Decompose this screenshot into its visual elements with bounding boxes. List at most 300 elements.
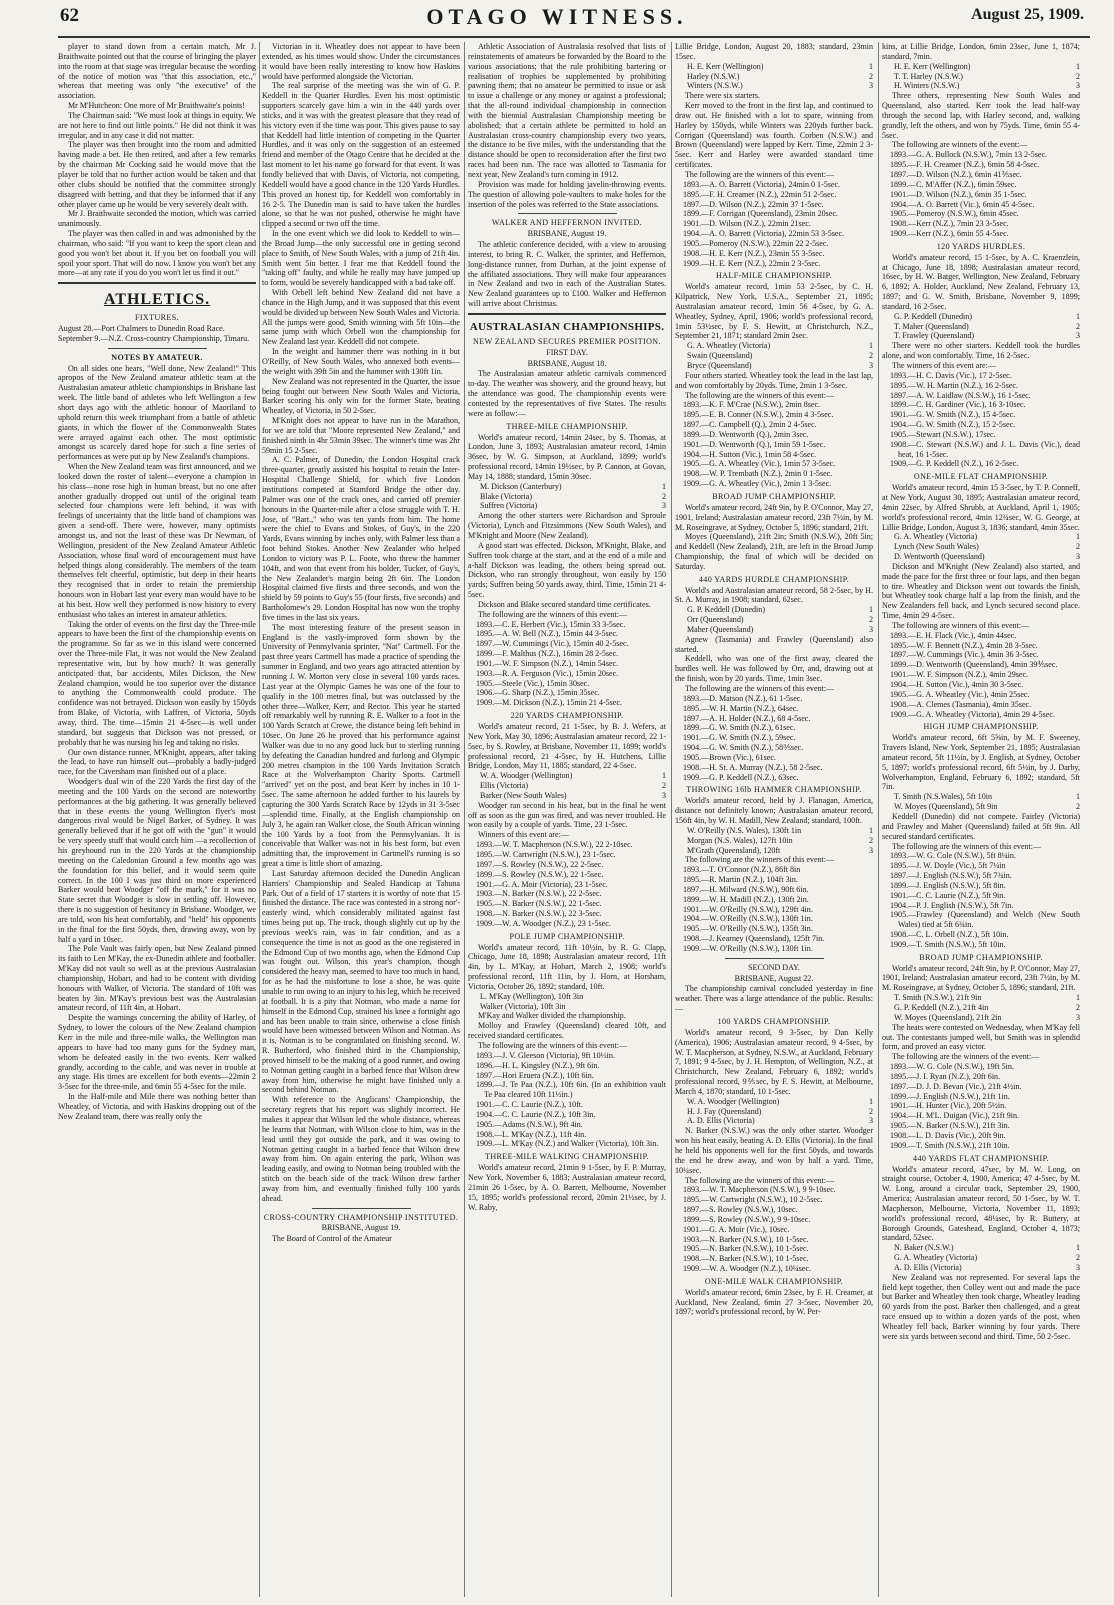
paragraph: Victorian in it. Wheatley does not appear to have been extended, as his times would show. Under the circumstances it would have been really interesting to know how Haskins would have performed alongside the Victorian.	[262, 42, 460, 81]
section-heading: AUSTRALASIAN CHAMPIONSHIPS.	[469, 320, 665, 333]
winner-entry: 1904.—P. J. English (N.S.W.), 5ft 7in.	[890, 900, 1014, 910]
paragraph: Keddell (Dunedin) did not compete. Fairley (Victoria) and Frawley and Maher (Queensland) failed at 5ft 9in. All secured standard certificates.	[882, 811, 1080, 841]
winner-entry: 1893.—W. G. Cole (N.S.W.), 5ft 8¼in.	[890, 851, 1016, 861]
paragraph: The following are the winners of this event:—	[685, 390, 835, 400]
winner-entry: 1904.—G. W. Smith (N.Z.), 15 2-5sec.	[890, 420, 1016, 430]
winner-entry: 1905.—Frawley (Queensland) and Welch (New South Wales) tied at 5ft 6¾in.	[890, 910, 1080, 930]
result-row	[882, 993, 1080, 1003]
paragraph: The following are the winners of the event:—	[892, 1052, 1040, 1062]
winner-entry: 1895.—J. I. Ryan (N.Z.), 20ft 6in.	[890, 1071, 1001, 1081]
paragraph: In the one event which we did look to Keddell to win—the Broad Jump—the only successful one in getting second place to Smith, of New South Wales, with a jump of 21ft 4in. Smith went 5in better. I fear me that Keddell found the "taking off" faulty, and while he really may have jumped up to form, would be severely handicapped with a bad take off.	[262, 229, 460, 288]
winner-entry: 1901.—H. Hunter (Vic.), 20ft 5½in.	[890, 1101, 1007, 1111]
winner-entry: 1904.—C. C. Laurie (N.Z.), 10ft 3in.	[476, 1109, 596, 1119]
winner-entry: 1908.—N. Barker (N.S.W.), 22 3-5sec.	[476, 909, 602, 919]
winners-list	[882, 631, 1080, 720]
paragraph: player to stand down from a certain match, Mr J. Braithwaite pointed out that the course of bringing the player into the room at that stage was irregular because the wording of the notice of motion was "that this association, etc.," whereas that meeting was only "the executive" of the association.	[58, 42, 256, 101]
column-divider	[671, 42, 672, 1597]
result-cell: 1	[661, 771, 666, 781]
column-4	[675, 42, 873, 1317]
paragraph: The following are the winners of this event:—	[685, 169, 835, 179]
winner-entry: 1905.—N. Barker (N.S.W.), 22 1-5sec.	[476, 899, 602, 909]
result-cell: Ellis (Victoria)	[480, 781, 529, 791]
paragraph: The championship carnival concluded yesterday in fine weather. There was a large attendance of the public. Results:—	[675, 984, 873, 1014]
result-cell: 1	[1075, 993, 1080, 1003]
winner-entry: 1899.—W. H. Madill (N.Z.), 130ft 2in.	[683, 894, 809, 904]
result-cell: W. Moyes (Queensland), 21ft 2in	[894, 1012, 1002, 1022]
winner-entry: 1905.—Adams (N.S.W.), 9ft 4in.	[476, 1119, 583, 1129]
result-row	[675, 341, 873, 351]
winner-entry: 1899.—J. English (N.S.W.), 5ft 8in.	[890, 880, 1006, 890]
result-row	[675, 1097, 873, 1107]
winner-entry: 1897.—D. J. D. Bevan (Vic.), 21ft 4½in.	[890, 1081, 1022, 1091]
result-cell: 2	[661, 491, 666, 501]
subheading: NEW ZEALAND SECURES PREMIER POSITION.	[473, 336, 661, 346]
winner-entry: 1897.—C. Campbell (Q.), 2min 2 4-5sec.	[683, 420, 817, 430]
winner-entry: 1909.—G. P. Keddell (N.Z.), 16 2-5sec.	[890, 459, 1019, 469]
winner-entry: 1908.—Kerr (N.Z.), 7min 23 3-5sec.	[890, 219, 1009, 229]
winner-entry: 1895.—W. H. Martin (N.Z.), 16 2-5sec.	[890, 380, 1018, 390]
divider	[725, 958, 824, 959]
result-cell: 3	[1075, 552, 1080, 562]
result-cell: Winters (N.S.W.)	[687, 81, 743, 91]
winner-entry: 1909.—W. A. Woodger (N.Z.), 10¼sec.	[683, 1264, 812, 1274]
column-5	[882, 42, 1080, 1342]
winner-entry: 1893.—G. A. Bullock (N.S.W.), 7min 13 2-5sec.	[890, 150, 1048, 160]
result-cell: H. J. Fay (Queensland)	[687, 1106, 762, 1116]
result-row	[675, 826, 873, 836]
paragraph: Four others started. Wheatley took the lead in the last lap, and won comfortably by 20yds. Time, 2min 1 3-5sec.	[675, 370, 873, 390]
paragraph: The heats were contested on Wednesday, when M'Kay fell out. The contestants jumped well, but Smith was in splendid form, and proved an easy victor.	[882, 1022, 1080, 1052]
winner-entry: 1909.—T. Smith (N.S.W.), 21ft 10in.	[890, 1140, 1010, 1150]
result-cell: 1	[868, 605, 873, 615]
winner-entry: 1899.—F. Malthus (N.Z.), 16min 28 2-5sec.	[476, 649, 619, 659]
subheading: WALKER AND HEFFERNON INVITED.	[491, 218, 643, 228]
winner-entry: 1908.—L. D. Davis (Vic.), 20ft 9in.	[890, 1130, 1006, 1140]
winner-entry: 1899.—S. Rowley (N.S.W.), 9 9-10sec.	[683, 1214, 811, 1224]
result-row	[675, 615, 873, 625]
paragraph: The following are the winners of this event:—	[478, 1041, 628, 1050]
section-rule	[58, 282, 256, 284]
paragraph: A good start was effected. Dickson, M'Knight, Blake, and Suffren took charge at the start, and at the end of a mile and a-half Dickson was leading, the others being spread out. Dickson, who ran strongly throughout, won easily by 150 yards; Suffren being 50 yards away, third. Time, 15min 21 4-5sec.	[468, 540, 666, 600]
result-row	[675, 62, 873, 72]
winner-entry: 1897.—D. Wilson (N.Z.), 22min 37 1-5sec.	[683, 199, 824, 209]
winner-entry: 1908.—C. L. Orbell (N.Z.), 5ft 10in.	[890, 930, 1009, 940]
result-cell: 1	[1075, 532, 1080, 542]
winner-entry: 1893.—K. F. M'Crae (N.S.W.), 2min 8sec.	[683, 400, 821, 410]
paragraph: Kerr moved to the front in the first lap, and continued to draw out. He finished with a lot to spare, winning from Harley by 150yds, while Winters was 220yds further back. Corrigan (Queensland) was fourth. Corben (N.S.W.) and Brown (Queensland) were lapped by Kerr. Time, 22min 2 3-5sec. Kerr and Harley were awarded standard time certificates.	[675, 101, 873, 170]
result-row	[468, 992, 666, 1002]
result-cell: 1	[661, 481, 666, 491]
event-heading: ONE-MILE WALK CHAMPIONSHIP.	[704, 1276, 844, 1286]
paragraph: World's amateur record, 6ft 5⅝in, by M. F. Sweeney, Travers Island, New York, September 21, 1895; Australasian amateur record, 5ft 11½in, by J. English, at Sydney, October 5, 1897; world's professional record, 6ft 5½in, by J. Darby, Wolverhampton, England, February 6, 1892; standard, 5ft 7in.	[882, 733, 1080, 792]
winners-list	[882, 1062, 1080, 1151]
winner-entry: 1897.—A. W. Laidlaw (N.S.W.), 16 1-5sec.	[890, 390, 1031, 400]
result-cell: 2	[868, 1106, 873, 1116]
winner-entry: 1909.—M. Dickson (N.Z.), 15min 21 4-5sec.	[476, 698, 622, 708]
result-cell: 1	[1075, 61, 1080, 71]
column-divider	[878, 42, 879, 1597]
result-cell: G. P. Keddell (Dunedin)	[687, 605, 765, 615]
dateline: BRISBANE, August 19.	[321, 1223, 401, 1233]
winner-entry: 1904.—H. Sutton (Vic.), 1min 58 4-5sec.	[683, 449, 817, 459]
result-row	[882, 322, 1080, 332]
winner-entry: 1899.—C. M'Affer (N.Z.), 6min 59sec.	[890, 179, 1017, 189]
paragraph: Dickson and M'Knight (New Zealand) also started, and made the pace for the first three or four laps, and then began to tire. Wheatley and Dickson went out towards the finish, but Wheatley took charge half a lap from the finish, and the New Zealanders fell back, and Lynch secured second place. Time, 4min 29 4-5sec.	[882, 561, 1080, 621]
result-cell: W. O'Reilly (N.S. Wales), 130ft 1in	[687, 825, 802, 835]
event-heading: 220 YARDS CHAMPIONSHIP.	[510, 711, 624, 721]
result-cell: A. D. Ellis (Victoria)	[687, 1116, 755, 1126]
winner-entry: 1899.—D. Wentworth (Q.), 2min 3sec.	[683, 429, 809, 439]
paragraph: A. C. Palmer, of Dunedin, the London Hospital crack three-quarter, greatly assisted his hospital to retain the Inter-Hospital Challenge Shield, for which five London institutions competed at Stamford Bridge the other day. Palmer was one of the crack ones, and carried off premier honours in the Quarter-mile after a close struggle with T. H. Jose, of "Bart.," who was ten yards from him. The home were the chief to Evans and Stokes, of Guy's, in the 220 Yards, Evans winning by inches only, with Palmer less than a foot behind Stokes. Another New Zealander who helped London to victory was P. L. Foote, who threw the hammer 104ft, and won that event from his bolder, Tucker, of Guy's, the New Zealander's margin being 2ft 6in. The London Hospital claimed five firsts and three seconds, and won the shield by 59 points to Guy's 55 (four firsts, five seconds) and Bartholomew's 29. London Hospital has now won the trophy five times in the last six years.	[262, 455, 460, 622]
winner-entry: 1899.—D. Wentworth (Queensland), 4min 39⅘sec.	[890, 660, 1058, 670]
result-cell: T. Smith (N.S.Wales), 5ft 10in	[894, 792, 992, 802]
paragraph: The following are winners of the event:—	[892, 140, 1028, 150]
winner-entry: 1908.—W. P. Trembath (N.Z.), 2min 0 1-5sec.	[683, 469, 833, 479]
winner-entry: 1901.—G. W. Smith (N.Z.), 15 4-5sec.	[890, 410, 1016, 420]
winner-entry: 1904.—H. Sutton (Vic.), 4min 30 3-5sec.	[890, 680, 1024, 689]
paragraph: World's amateur record, 24ft 9in, by P. O'Connor, May 27, 1901, Ireland; Australasian amateur record, 23ft 7½in, by M. M. Roseingrave, at Sydney, October 5, 1896; standard, 21ft.	[882, 963, 1080, 993]
header-rule	[58, 36, 1090, 38]
winner-entry: 1895.—F. H. Creamer (N.Z.), 22min 51 2-5sec.	[683, 189, 837, 199]
paragraph: World's amateur record, held by J. Flanagan, America, distance not definitely known; Australasian amateur record, 156ft 4in, by W. H. Madill, New Zealand; standard, 100ft.	[675, 796, 873, 825]
result-cell: 2	[868, 615, 873, 625]
subheading: NOTES BY AMATEUR.	[111, 352, 203, 362]
paragraph: Despite the warnings concerning the ability of Harley, of Sydney, to lower the colours of the New Zealand champion Kerr in the mile and three-mile walks, the Wellington man appears to have had too many guns for the Sydney man, whom he defeated easily in the two events. Kerr walked grandly, according to the cable, and was never in trouble at any stage. His times are excellent for both events—22min 2 3-5sec for the three-mile, and 6min 55 4-5sec for the mile.	[58, 1013, 256, 1092]
winners-list	[675, 865, 873, 954]
paragraph: M'Kay and Walker divided the championship.	[478, 1011, 626, 1021]
paragraph: The following are the winners of this event:—	[685, 855, 835, 865]
paragraph: Last Saturday afternoon decided the Dunedin Anglican Harriers' Championship and Sealed Handicap at Tahuna Park. Out of a field of 17 starters it is worthy of note that 15 finished the distance. The race was contested in a strong nor'-easterly wind, which considerably militated against fast times being put up. The track, though slightly cut up by the previous week's rain, was in fair condition, and as a consequence the time is not as good as the one registered in the Edmond Cup of two months ago, when the Edmond Cup was fought out. Wilson, this year's champion, though considered the heavy man, seemed to have too much in hand, for as he had the misfortune to lose a shoe, he was quite unable to run owing to an injury to his leg, which he received at football. It is a pity that Notman, who made a name for himself in the Edmond Cup, strained his knee a fortnight ago and has been unable to train since, otherwise a close finish would have been witnessed between Wilson and Notman. As it is, Notman is to be congratulated on finishing second. W. R. Butherford, who finished third in the Championship, proved himself to be the making of a good runner, and owing to Notman getting caught in a barbed fence that Wilson drew away from him, otherwise he might have finished only a second behind Notman.	[262, 868, 460, 1095]
result-cell: 2	[868, 835, 873, 845]
result-cell: 3	[868, 81, 873, 91]
result-cell: 3	[661, 501, 666, 511]
result-cell: 3	[868, 361, 873, 370]
winner-entry: 1895.—W. Cartwright (N.S.W.), 23 1-5sec.	[476, 849, 616, 859]
result-cell: 1	[1075, 311, 1080, 321]
paragraph: The Chairman said: "We must look at things in equity. We are not here to find out little points." He did not think it was irregular, and in any case it did not matter.	[58, 110, 256, 140]
winners-list	[882, 851, 1080, 949]
paragraph: Agnew (Tasmania) and Frawley (Queensland) also started.	[675, 634, 873, 654]
result-cell: 2	[661, 781, 666, 791]
winner-entry: 1901.—D. Wentworth (Q.), 1min 59 1-5sec.	[683, 439, 826, 449]
result-cell: Orr (Queensland)	[687, 615, 744, 625]
paragraph: The Australasian amateur athletic carnivals commenced to-day. The weather was showery, and the ground heavy, but the attendance was good. The championship events were contested by the representatives of five States. The results were as follow:—	[468, 369, 666, 418]
divider	[518, 213, 617, 214]
winner-entry: 1909.—W. A. Woodger (N.Z.), 23 1-5sec.	[476, 918, 611, 928]
winners-list	[882, 150, 1080, 239]
result-row	[882, 802, 1080, 812]
event-heading: POLE JUMP CHAMPIONSHIP.	[509, 931, 625, 941]
dateline: BRISBANE, August 18.	[527, 358, 607, 368]
winner-entry: 1905.—Stewart (N.S.W.), 17sec.	[890, 429, 996, 439]
winner-entry: 1908.—C. Stewart (N.S.W.) and J. L. Davis (Vic.), dead heat, 16 1-5sec.	[890, 439, 1080, 459]
event-heading: 100 YARDS CHAMPIONSHIP.	[717, 1017, 831, 1026]
winner-entry: 1908.—N. Barker (N.S.W.), 10 1-5sec.	[683, 1254, 809, 1264]
masthead: OTAGO WITNESS.	[426, 4, 688, 29]
winner-entry: 1905.—N. Barker (N.S.W.), 21ft 3in.	[890, 1121, 1010, 1131]
paragraph: When the New Zealand team was first announced, and we looked down the roster of talent—everyone a champion in his class—none rose high in human breast, but no one after another gradually dropped out until of the original team selected four champions were left behind, it was with feelings of uncertainty that the little band of champions was given a send-off. There were, however, many optimists amongst us, and not the least of these was Dr Newman, of Wellington, president of the New Zealand Amateur Athletic Association, whose final word of encouragement must have helped things along considerably. The members of the team themselves felt cheerful, optimistic, but deep in their hearts they recognised that in order to retain the premiership honours won in Hobart last year every man would have to be at his best. How well they performed is now history to every enthusiast who takes an interest in amateur athletics.	[58, 462, 256, 619]
winner-entry: 1901.—G. W. Smith (N.Z.), 59sec.	[683, 733, 796, 743]
column-divider	[464, 42, 465, 1597]
winner-entry: 1897.—S. Rowley (N.S.W.), 22 2-5sec.	[476, 859, 604, 869]
result-cell: Bryce (Queensland)	[687, 361, 752, 370]
winner-entry: 1905.—Steele (Vic.), 15min 30sec.	[476, 678, 590, 688]
paragraph: M'Knight does not appear to have run in the Marathon, for we are told that "Moore represented New Zealand," and finished ninth in 4hr 53min 39sec. The winner's time was 2hr 59min 15 2-5sec.	[262, 416, 460, 455]
result-cell: G. A. Wheatley (Victoria)	[894, 532, 978, 542]
winner-entry: 1895.—W. F. Bennett (N.Z.), 4min 28 3-5sec.	[890, 640, 1038, 650]
winner-entry: 1904.—H. M'L. Duigan (Vic.), 21ft 9in.	[890, 1111, 1020, 1121]
winner-entry: 1893.—E. H. Flack (Vic.), 4min 44sec.	[890, 630, 1017, 640]
winner-entry: 1909.—H. E. Kerr (N.Z.), 22min 2 3-5sec.	[683, 258, 821, 268]
winner-entry: 1908.—L. M'Kay (N.Z.), 11ft 4in.	[476, 1129, 587, 1139]
winner-entry: 1901.—W. F. Simpson (N.Z.), 4min 29sec.	[890, 670, 1029, 680]
winner-entry: 1897.—J. English (N.S.W.), 5ft 7¾in.	[890, 871, 1012, 881]
winner-entry: 1895.—E. B. Conner (N.S.W.), 2min 4 3-5sec.	[683, 410, 834, 420]
event-heading: HALF-MILE CHAMPIONSHIP.	[715, 271, 833, 281]
winner-entry: 1893.—T. O'Connor (N.Z.), 86ft 8in	[683, 865, 801, 875]
result-cell: G. A. Wheatley (Victoria)	[894, 1253, 978, 1263]
winner-entry: 1893.—W. G. Cole (N.S.W.), 19ft 5in.	[890, 1062, 1014, 1072]
winner-entry: 1906.—G. Sharp (N.Z.), 15min 35sec.	[476, 688, 600, 698]
event-heading: BROAD JUMP CHAMPIONSHIP.	[919, 952, 1043, 962]
winner-entry: 1904.—G. W. Smith (N.Z.), 58⅗sec.	[683, 743, 804, 753]
result-cell: 2	[1075, 542, 1080, 552]
event-heading: HIGH JUMP CHAMPIONSHIP.	[923, 722, 1039, 732]
result-row	[675, 1107, 873, 1117]
paragraph: The athletic conference decided, with a view to arousing interest, to bring R. C. Walker, the sprinter, and Heffernon, long-distance runner, from Durban, at the joint expense of the affiliated associations. They will make four appearances in New Zealand and two in each of the Australian States. New Zealand guarantees up to £100. Walker and Heffernon will arrive about Christmas.	[468, 240, 666, 309]
winner-entry: 1893.—W. T. Macpherson (N.S.W.), 9 9-10sec.	[683, 1185, 836, 1195]
winner-entry: 1899.—G. W. Smith (N.Z.), 61sec.	[683, 723, 796, 733]
result-row	[675, 351, 873, 361]
page-number: 62	[60, 5, 79, 26]
paragraph: Athletic Association of Australasia resolved that lists of reinstatements of amateurs be forwarded by the Board to the various associations; that the rule prohibiting bartering or realisation of trophies be supplemented by prohibiting pawning them; that no amateur be permitted to issue or ask to issue a challenge or any money or against a professional; that the all-round individual championship in connection with the biennial Australasian Championship meeting be abolished; that a certain athlete be permitted to hold an Australasian cross-country championship every two years, the distance to be five miles, with the understanding that the distance should be open to reconsideration after the first two races had been run. The race was allotted to Tasmania for next year, New Zealand's turn coming in 1912.	[468, 42, 666, 179]
result-cell: Suffren (Victoria)	[480, 501, 538, 511]
winner-entry: 1895.—J. W. Doyle (Vic.), 5ft 7¼in	[890, 861, 1006, 871]
paragraph: World's amateur record, 1min 53 2-5sec, by C. H. Kilpatrick, New York, U.S.A., September 21, 1895; Australasian amateur record, 1min 56 4-5sec, by G. A. Wheatley, Sydney, April, 1906; world's professional record, 1min 53½sec, by F. S. Hewitt, at Christchurch, N.Z., September 21, 1871; standard 2min 2sec.	[675, 282, 873, 341]
paragraph: Woodger's dual win of the 220 Yards the first day of the meeting and the 100 Yards on the second are noteworthy performances at the big gathering. It was generally believed that in these events the young Wellington flyer's most dangerous rival would be Nigel Barker, of Sydney. It was generally believed that if he got off with the "gun" it would be very speedy stuff that would catch him —a recollection of his greyhound run in the 220 Yards at the championship meeting on the Caledonian Ground a few months ago was the foundation for this belief, and it would seem quite correct. In the 100 I was just third on more experienced Barker would beat Woodger "off the mark," for it was no State secret that Woodger is slow in settling off. However, there is no suggestion of hesitancy in Brisbane. Woodger, we are told, won his heat comfortably, and "held" his opponents in the final for the first 50yds, then, drawing away, won by half a yard in 10sec.	[58, 777, 256, 944]
winner-entry: 1903.—N. Barker (N.S.W.), 22 2-5sec.	[476, 889, 602, 899]
result-row	[468, 482, 666, 492]
winner-entry: 1901.—W. F. Simpson (N.Z.), 14min 54sec.	[476, 658, 619, 668]
result-cell: H. E. Kerr (Wellington)	[687, 61, 764, 71]
winners-list	[882, 371, 1080, 469]
result-row	[882, 1253, 1080, 1263]
result-row	[882, 81, 1080, 91]
paragraph: New Zealand was not represented in the Quarter, the issue being fought out between New South Wales and Victoria, Barker scoring his only win for the former State, beating Wheatley, of Victoria, in 50 2-5sec.	[262, 376, 460, 416]
page-header	[0, 0, 1114, 40]
result-cell: 2	[1075, 1003, 1080, 1012]
paragraph: There were no other starters. Keddell took the hurdles alone, and won comfortably. Time, 16 2-5sec.	[882, 341, 1080, 361]
winner-entry: 1901.—C. C. Laurie (N.Z.), 5ft 9in.	[890, 890, 1006, 900]
paragraph: World's amateur record, 9 3-5sec, by Dan Kelly (America), 1906; Australasian amateur record, 9 4-5sec, by W. T. Macpherson, at Sydney, N.S.W., at Auckland, February 7, 1891; 9 4-5sec, by J. H. Hempton, of Wellington, N.Z., at Christchurch, New Zealand, February 6, 1892; world's professional record, 9⅖sec, by F. S. Hewitt, at Melbourne, March 4, 1870; standard, 10 1-5sec.	[675, 1027, 873, 1096]
paragraph: World's amateur record, 6min 23sec, by F. H. Creamer, at Auckland, New Zealand, 6min 27 3-5sec, November 20, 1897; world's professional record, by W. Per-	[675, 1287, 873, 1317]
result-cell: Lynch (New South Wales)	[894, 542, 979, 552]
result-cell: Maher (Queensland)	[687, 624, 754, 634]
column-2	[262, 42, 460, 1244]
paragraph: World's amateur record, 14min 24sec, by S. Thomas, at London, June 3, 1893; Australasian amateur record, 14min 36sec, by W. G. Simpson, at Auckland, 1899; world's professional record, 14min 19½sec, by P. Cannon, at Govan, May 14, 1888; standard, 15min 30sec.	[468, 432, 666, 481]
day-heading: FIRST DAY.	[546, 347, 588, 357]
event-heading: BROAD JUMP CHAMPIONSHIP.	[712, 491, 836, 501]
result-cell: 3	[868, 624, 873, 634]
winner-entry: 1905.—Brown (Vic.), 61sec.	[683, 752, 776, 762]
paragraph: World's amateur record, 47sec, by M. W. Long, on straight course, October 4, 1900, America; 47 4-5sec, by M. W. Long, around a circular track, September 29, 1900, America; Australasian amateur record, 50 1-5sec, by W. T. Macpherson, Melbourne, Victoria, November 11, 1893; world's professional record, 48¼sec, by R. Buttery, at Borough Grounds, Gateshead, England, October 4, 1873; standard, 52sec.	[882, 1164, 1080, 1243]
dateline: BRISBANE, August 22.	[734, 973, 814, 983]
winner-entry: 1893.—H. C. Davis (Vic.), 17 2-5sec.	[890, 370, 1012, 380]
paragraph: kins, at Lillie Bridge, London, 6min 23sec, June 1, 1874; standard, 7min.	[882, 42, 1080, 61]
result-cell: Morgan (N.S. Wales), 127ft 10in	[687, 835, 793, 845]
winner-entry: 1901.—D. Wilson (N.Z.), 22min 21sec.	[683, 219, 811, 229]
result-cell: Walker (Victoria), 10ft 3in	[480, 1001, 566, 1011]
winner-entry: 1904.—W. O'Reilly (N.S.W.), 130ft 1in.	[683, 914, 813, 924]
result-row	[882, 1003, 1080, 1013]
winner-entry: 1908.—J. Kearney (Queensland), 125ft 7in.	[683, 934, 825, 944]
winner-entry: 1893.—C. E. Herbert (Vic.), 15min 33 3-5sec.	[476, 619, 626, 629]
winner-entry: 1897.—W. Cummings (Vic.), 15min 40 2-5sec.	[476, 639, 629, 649]
paragraph: World's amateur record, 21 1-5sec, by B. J. Wefers, at New York, May 30, 1896; Australasian amateur record, 22 1-5sec, by S. Rowley, at Brisbane, November 11, 1899; world's professional record, 21 4-5sec, by H. Hutchens, Lillie Bridge, London, May 11, 1885; standard, 22 4-5sec.	[468, 722, 666, 771]
result-cell: 1	[868, 1096, 873, 1106]
paragraph: Lillie Bridge, London, August 20, 1883; standard, 23min 15sec.	[675, 42, 873, 61]
winner-entry: 1899.—J. English (N.S.W.), 21ft 1in.	[890, 1091, 1010, 1101]
winner-entry: 1909.—G. A. Wheatley (Victoria), 4min 29 4-5sec.	[890, 709, 1055, 719]
fixture-item: August 28.—Port Chalmers to Dunedin Road Race.	[58, 324, 225, 334]
paragraph: The following are the winners of this event:—	[478, 609, 628, 619]
paragraph: With Orbell left behind New Zealand did not have a chance in the High Jump, and it was supposed that this event would be divided up between New South Wales and Victoria. All the jumps were good, Smith winning with 5ft 10in—the same jump with which Orbell won the championship for New Zealand last year. Keddell did not compete.	[262, 288, 460, 347]
paragraph: The following are the winners of this event:—	[892, 841, 1042, 851]
winner-entry: 1909.—T. Smith (N.S.W.), 5ft 10in.	[890, 939, 1006, 949]
column-1	[58, 42, 256, 1122]
paragraph: The winners of this event are:—	[892, 361, 996, 370]
winners-list	[468, 620, 666, 709]
subheading: FIXTURES.	[134, 313, 180, 323]
winner-entry: 1897.—H. Milward (N.S.W.), 90ft 6in.	[683, 884, 809, 894]
issue-date: August 25, 1909.	[971, 6, 1084, 23]
paragraph: There were six starters.	[685, 91, 761, 101]
result-cell: 2	[1075, 321, 1080, 331]
winner-entry: 1905.—Pomeroy (N.S.W.), 6min 45sec.	[890, 209, 1019, 219]
result-row	[468, 501, 666, 511]
paragraph: The following are the winners of this event:—	[685, 684, 835, 693]
result-cell: Barker (New South Wales)	[480, 790, 567, 800]
paragraph: The Board of Control of the Amateur	[272, 1234, 392, 1244]
result-row	[675, 361, 873, 371]
result-row	[882, 532, 1080, 542]
winner-entry: 1895.—F. H. Creamer (N.Z.), 6min 58 4-5sec.	[890, 160, 1040, 170]
winner-entry: 1908.—A. Clemes (Tasmania), 4min 35sec.	[890, 699, 1032, 709]
result-cell: Blake (Victoria)	[480, 491, 533, 501]
paragraph: Woodger ran second in his heat, but in the final he went off as soon as the gun was fired, and was never troubled. He won easily by a couple of yards. Time, 23 1-5sec.	[468, 800, 666, 830]
paragraph: World's and Australasian amateur record, 58 2-5sec, by H. St. A. Murray, in 1908; standard, 62sec.	[675, 585, 873, 605]
result-cell: T. Frawley (Queensland)	[894, 331, 975, 341]
winners-list	[675, 1185, 873, 1274]
event-heading: THREE-MILE WALKING CHAMPIONSHIP.	[485, 1152, 649, 1162]
result-row	[675, 846, 873, 856]
result-cell: T. Maher (Queensland)	[894, 321, 969, 331]
fixture-item: September 9.—N.Z. Cross-country Championship, Timaru.	[58, 333, 250, 343]
result-cell: H. Winters (N.S.W.)	[894, 81, 960, 91]
result-row	[468, 771, 666, 781]
result-row	[882, 331, 1080, 341]
winner-entry: 1905.—G. A. Wheatley (Vic.), 1min 57 3-5sec.	[683, 459, 836, 469]
winner-entry: 1904.—A. O. Barrett (Victoria), 22min 53 3-5sec.	[683, 229, 845, 239]
winners-list	[675, 400, 873, 489]
result-row	[882, 312, 1080, 322]
result-cell: W. A. Woodger (Wellington)	[480, 771, 573, 781]
winner-entry: 1893.—A. O. Barrett (Victoria), 24min 0 1-5sec.	[683, 179, 841, 189]
winner-entry: 1897.—A. H. Holder (N.Z.), 68 4-5sec.	[683, 713, 811, 723]
winner-entry: 1908.—H. E. Kerr (N.Z.), 23min 55 3-5sec.	[683, 248, 825, 258]
result-row	[468, 791, 666, 801]
result-row	[882, 552, 1080, 562]
result-row	[882, 62, 1080, 72]
paragraph: Among the other starters were Richardson and Sproule (Victoria), Lynch and Fitzsimmons (New South Wales), and M'Knight and Moore (New Zealand).	[468, 511, 666, 540]
paragraph: With reference to the Anglicans' Championship, the secretary regrets that his report was slightly incorrect. He makes it appear that Wilson led the whole distance, whereas he learns that Notman, with Wilson close to him, was in the lead until they got outside the park, and it was owing to Notman getting caught in a barbed fence that Wilson drew away from him. On again entering the park, Wilson was leading easily, and owing to Notman being troubled with the stitch on the beach side of the track Wilson drew farther away from him, and eventually finished fully 100 yards ahead.	[262, 1095, 460, 1203]
result-cell: 2	[1075, 1253, 1080, 1263]
result-cell: W. A. Woodger (Wellington)	[687, 1096, 780, 1106]
result-cell: 3	[661, 790, 666, 800]
winner-entry: 1909.—G. A. Wheatley (Vic.), 2min 1 3-5sec.	[683, 479, 832, 489]
result-cell: 3	[1075, 1012, 1080, 1022]
event-heading: 440 YARDS FLAT CHAMPIONSHIP.	[913, 1153, 1049, 1163]
paragraph: World's amateur record, 21min 9 1-5sec, by F. P. Murray, New York, November 6, 1883; Australasian amateur record, 21min 26 1-5sec, by A. O. Barrett, Melbourne, November 15, 1895; world's professional record, 20min 21½sec, by J. W. Raby,	[468, 1163, 666, 1212]
paragraph: World's amateur record, 11ft 10½in, by R. G. Clapp, Chicago, June 18, 1898; Australasian amateur record, 11ft 4in, by L. M'Kay, at Hobart, March 2, 1908; world's professional record, 11ft 11in, by J. Horn, at Horsham, Victoria, October 26, 1892; standard, 10ft.	[468, 942, 666, 991]
result-cell: 3	[1075, 81, 1080, 91]
paragraph: Mr J. Braithwaite seconded the motion, which was carried unanimously.	[58, 209, 256, 229]
winners-list	[675, 694, 873, 783]
winner-entry: 1895.—W. H. Martin (N.Z.), 64sec.	[683, 703, 799, 713]
winner-entry: 1893.—W. T. Macpherson (N.S.W.), 22 2-10sec.	[476, 840, 633, 850]
winner-entry: 1909.—L. M'Kay (N.Z.) and Walker (Victoria), 10ft 3in.	[476, 1139, 659, 1149]
result-cell: A. D. Ellis (Victoria)	[894, 1262, 962, 1272]
winner-entry: 1905.—W. O'Reilly (N.S.W.), 135ft 3in.	[683, 924, 813, 934]
section-heading: ATHLETICS.	[103, 291, 211, 309]
result-cell: Swain (Queensland)	[687, 351, 753, 361]
paragraph: On all sides one hears, "Well done, New Zealand!" This apropos of the New Zealand amateur athletic team at the Australasian amateur athletic championships in Brisbane last week. The little band of athletes who left Wellington a few short days ago with the athletic honour of Maoriland to uphold return this week triumphant from a battle of athletic giants, in which the flower of the Commonwealth States were arrayed against each other. The most optimistic amongst us scarcely dared hope for such a fine series of performances as were put up by New Zealand's champions.	[58, 363, 256, 462]
winner-entry: 1897.—S. Rowley (N.S.W.), 10sec.	[683, 1205, 798, 1215]
winner-entry: 1901.—G. A. Moir (Victoria), 23 1-5sec.	[476, 879, 608, 889]
result-row	[882, 1263, 1080, 1273]
result-cell: 2	[868, 71, 873, 81]
paragraph: In the weight and hammer there was nothing in it but O'Reilly, of New South Wales, who annexed both events—the weight with 39ft 5in and the hammer with 130ft 1in.	[262, 347, 460, 376]
paragraph: Our own distance runner, M'Knight, appears, after taking the lead, to have run himself out—probably a badly-judged race, for the Caversham man finished out of a place.	[58, 747, 256, 777]
winner-entry: 1895.—R. Martin (N.Z.), 104ft 3in.	[683, 875, 798, 885]
paragraph: World's amateur record, 24ft 9in, by P. O'Connor, May 27, 1901, Ireland; Australasian amateur record, 23ft 7½in, by M. M. Roseingrave, at Sydney, October 5, 1896; standard, 21ft.	[675, 502, 873, 532]
result-cell: 3	[1075, 331, 1080, 341]
result-row	[675, 1116, 873, 1126]
result-cell: 1	[1075, 1243, 1080, 1253]
divider	[312, 1208, 411, 1209]
result-row	[468, 781, 666, 791]
event-heading: THREE-MILE CHAMPIONSHIP.	[506, 421, 628, 431]
winner-entry: 1893.—D. Matson (N.Z.), 61 1-5sec.	[683, 693, 803, 703]
winner-entry: 1896.—H. L. Kingsley (N.Z.), 9ft 6in.	[476, 1060, 600, 1070]
winner-entry: 1909.—G. P. Keddell (N.Z.), 63sec.	[683, 772, 799, 782]
winner-entry: 1897.—W. Cummings (Vic.), 4min 36 3-5sec.	[890, 650, 1039, 660]
winner-entry: 1905.—Pomeroy (N.S.W.), 22min 22 2-5sec.	[683, 238, 829, 248]
paragraph: Moyes (Queensland), 21ft 2in; Smith (N.S.W.), 20ft 5in; and Keddell (New Zealand), 21ft, are left in the Broad Jump Championship, the final of which will be decided on Saturday.	[675, 532, 873, 571]
result-cell: M. Dickson (Canterbury)	[480, 481, 562, 491]
event-heading: 120 YARDS HURDLES.	[936, 241, 1026, 251]
paragraph: Provision was made for holding javelin-throwing events. The question of allowing pole-vaulters to make holes for the insertion of the poles was referred to the State associations.	[468, 179, 666, 209]
paragraph: Winners of this event are:—	[478, 830, 569, 840]
winner-entry: 1893.—J. V. Gleeson (Victoria), 9ft 10½in.	[476, 1050, 615, 1060]
winner-entry: 1909.—W. O'Reilly (N.S.W.), 130ft 1in.	[683, 943, 813, 953]
column-divider	[259, 42, 260, 1597]
result-row	[675, 836, 873, 846]
paragraph: The Pole Vault was fairly open, but New Zealand pinned its faith to Len M'Kay, the ex-Dunedin athlete and footballer. M'Kay did not vault so well as at the previous Australasian championship, Hobart, and had to be content with dividing honours with Walker, of Victoria. The standard of 10ft was beaten by 3in. M'Kay's previous best was the Australasian amateur record, of 11ft 4in, at Hobart.	[58, 944, 256, 1013]
result-cell: D. Wentworth (Queensland)	[894, 552, 985, 562]
winner-entry: 1899.—F. Corrigan (Queensland), 23min 20sec.	[683, 209, 838, 219]
paragraph: The following are the winners of this event:—	[685, 1175, 835, 1185]
